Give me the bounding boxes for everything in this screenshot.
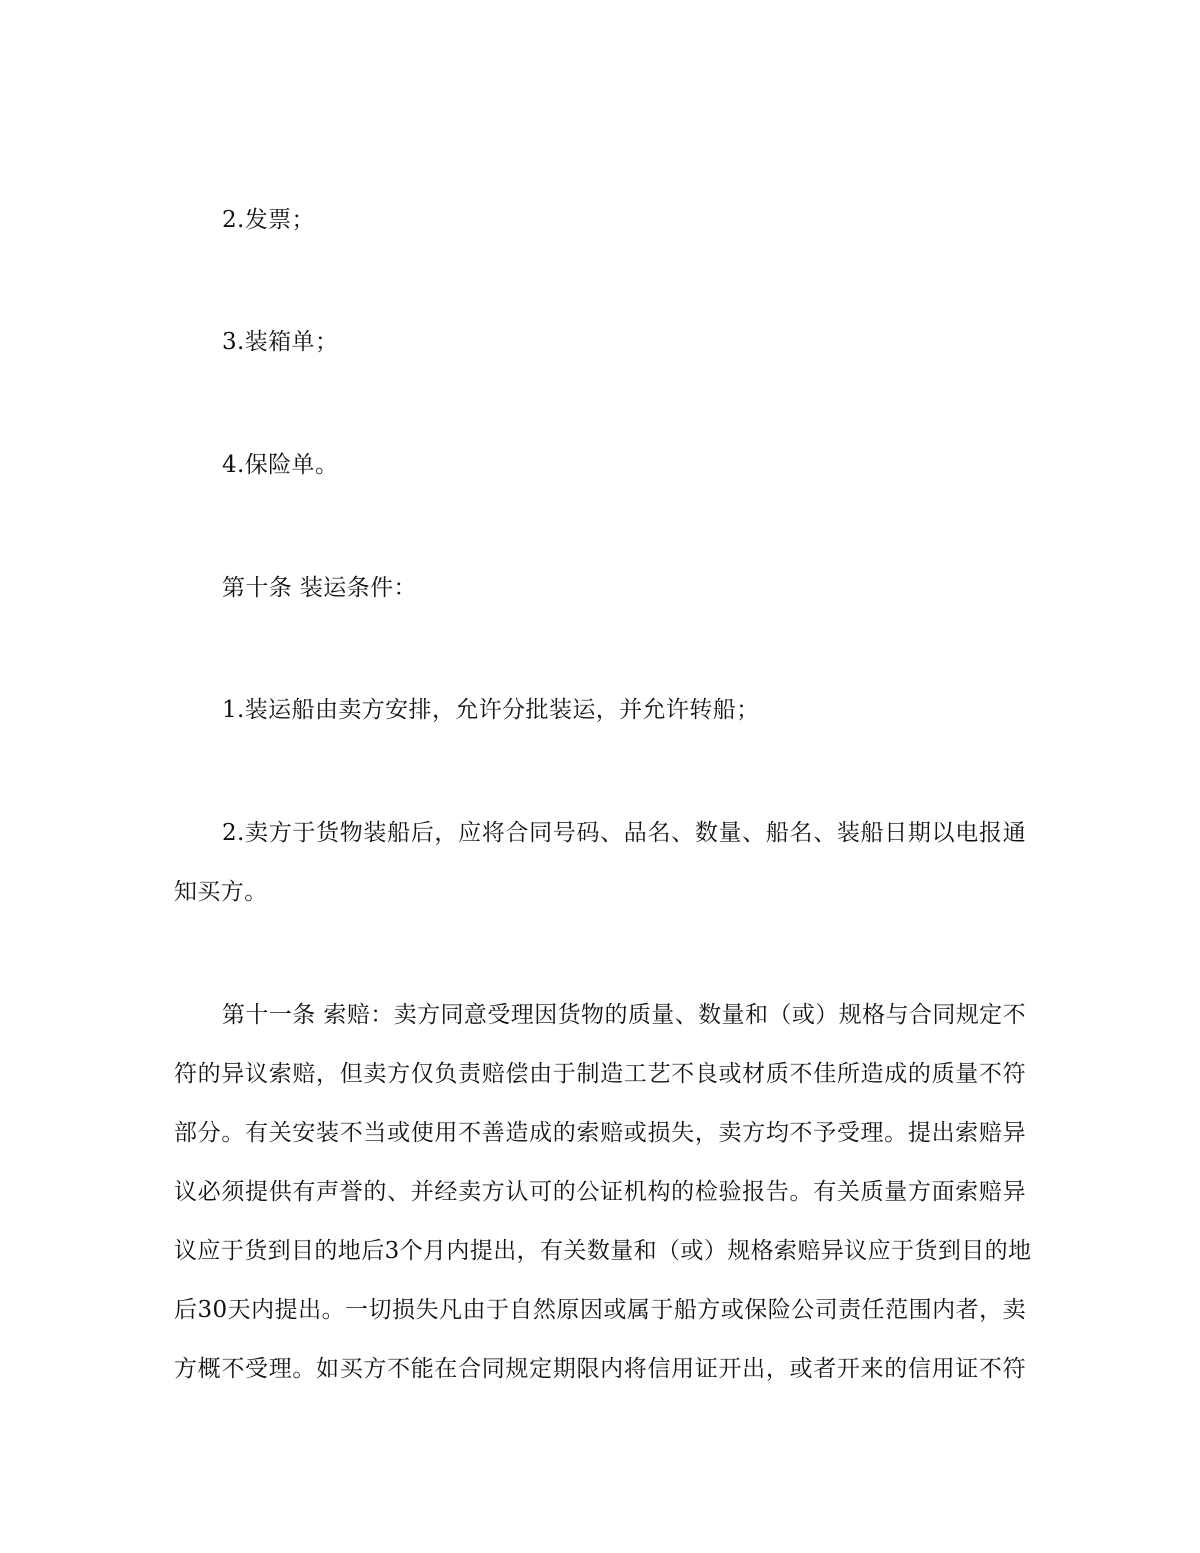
article-11-line: 议应于货到目的地后3个月内提出，有关数量和（或）规格索赔异议应于货到目的地 [174,1238,1032,1264]
item-invoice: 2.发票； [222,207,315,233]
item-packing-list: 3.装箱单； [222,329,339,355]
article-10-clause-2-line-2: 知买方。 [174,879,268,905]
item-insurance-policy: 4.保险单。 [222,452,339,478]
article-11-line: 部分。有关安装不当或使用不善造成的索赔或损失，卖方均不予受理。提出索赔异 [174,1120,1026,1146]
article-11-line: 第十一条 索赔：卖方同意受理因货物的质量、数量和（或）规格与合同规定不 [222,1002,1026,1028]
article-10-heading: 第十条 装运条件： [222,575,417,601]
article-11-line: 后30天内提出。一切损失凡由于自然原因或属于船方或保险公司责任范围内者，卖 [174,1297,1026,1323]
article-11-line: 符的异议索赔，但卖方仅负责赔偿由于制造工艺不良或材质不佳所造成的质量不符 [174,1061,1026,1087]
article-11-line: 议必须提供有声誉的、并经卖方认可的公证机构的检验报告。有关质量方面索赔异 [174,1179,1026,1205]
article-11-line: 方概不受理。如买方不能在合同规定期限内将信用证开出，或者开来的信用证不符 [174,1356,1026,1382]
article-10-clause-1: 1.装运船由卖方安排，允许分批装运，并允许转船； [222,697,760,723]
article-10-clause-2-line-1: 2.卖方于货物装船后，应将合同号码、品名、数量、船名、装船日期以电报通 [222,820,1026,846]
